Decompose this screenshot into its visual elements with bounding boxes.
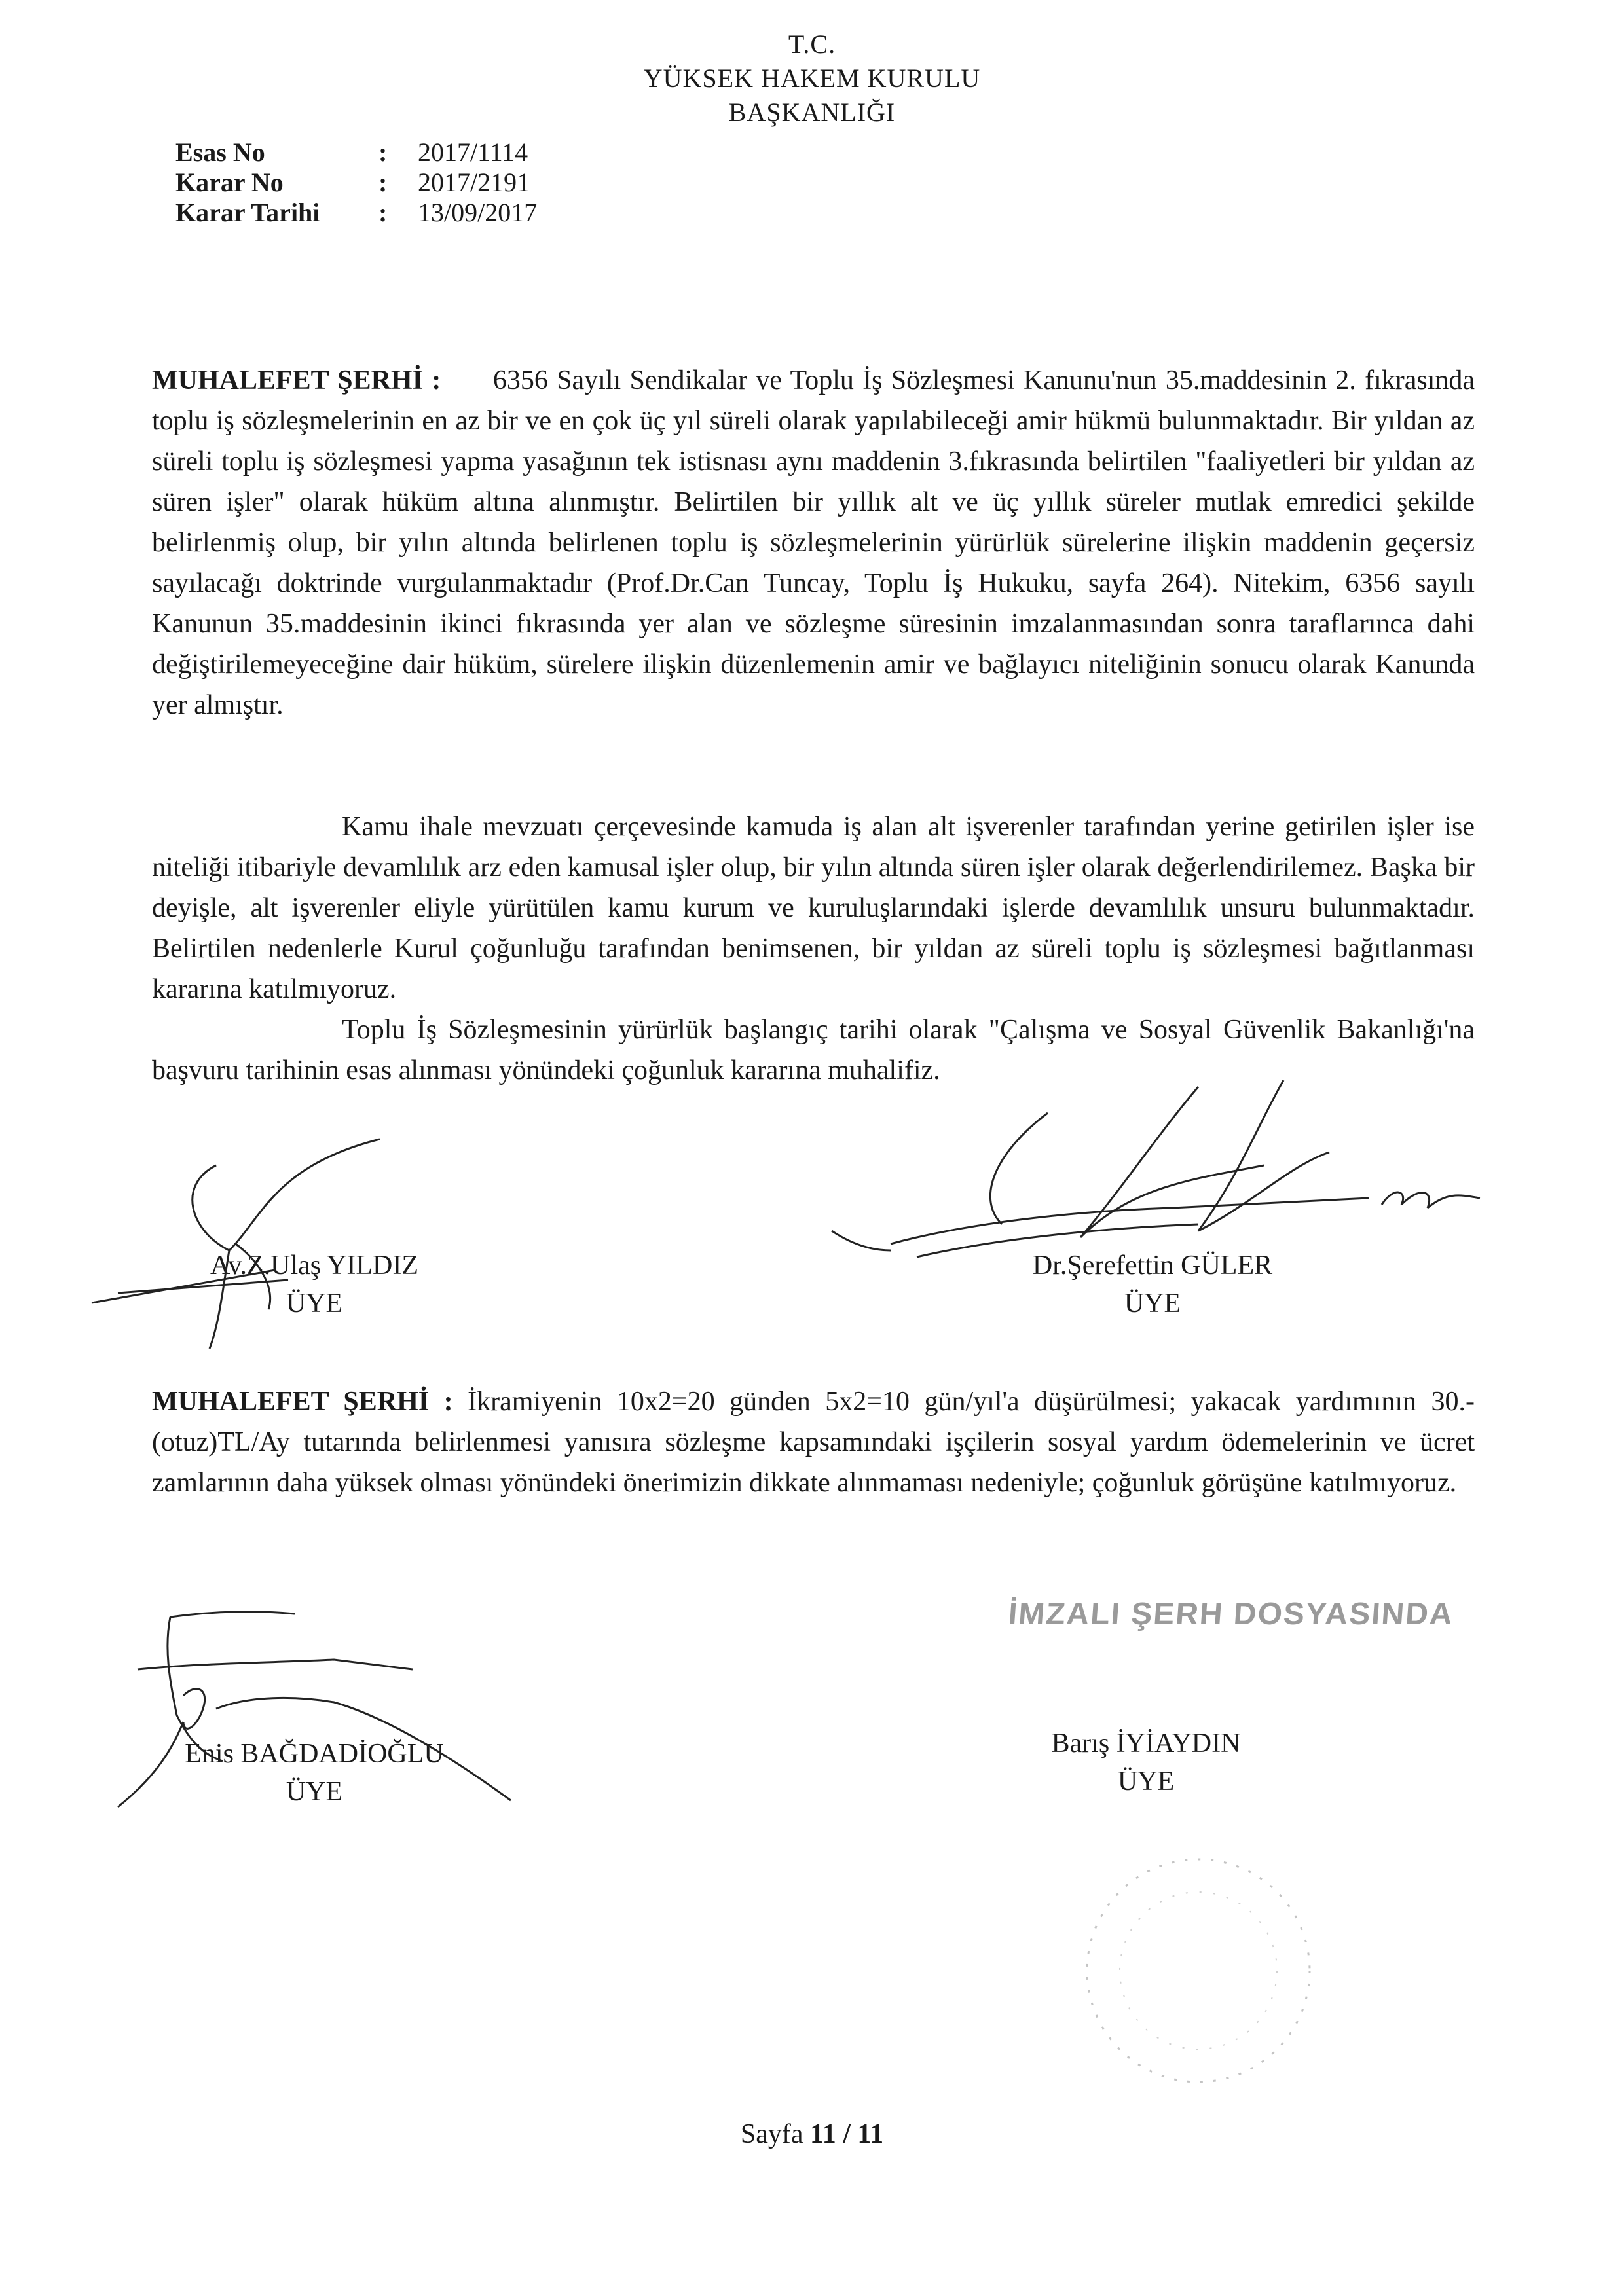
signer-role: ÜYE: [1117, 1766, 1175, 1796]
signer-role: ÜYE: [286, 1777, 343, 1807]
dissent2-paragraph: [152, 1381, 1475, 1503]
dissent1-paragraph3: Toplu İş Sözleşmesinin yürürlük başlangıç tarihi olarak "Çalışma ve Sosyal Güvenlik Bakanlığı'na başvuru tarihinin esas alınması yönündeki çoğunluk kararına muhalifiz.: [152, 1015, 1475, 1085]
signature-mark-guler: [832, 1074, 1506, 1322]
decision-date-row: [175, 198, 537, 228]
case-number-row: [175, 137, 537, 168]
header-presidency: BAŞKANLIĞI: [728, 98, 896, 127]
signer-role: ÜYE: [1124, 1288, 1181, 1319]
faint-seal: [1061, 1846, 1336, 2095]
meta-colon: :: [378, 198, 388, 227]
meta-value: 2017/1114: [418, 137, 528, 167]
signer-name: Barış İYİAYDIN: [1051, 1728, 1241, 1758]
signer-name: Enis BAĞDADİOĞLU: [185, 1739, 444, 1769]
meta-colon: :: [378, 168, 388, 197]
meta-label: Karar Tarihi: [175, 198, 320, 227]
decision-number-row: [175, 168, 537, 198]
meta-colon: :: [378, 137, 388, 167]
signature-mark-bagdadioglu: [98, 1597, 524, 1807]
signed-file-stamp: İMZALI ŞERH DOSYASINDA: [1007, 1597, 1455, 1631]
dissent1-heading: MUHALEFET ŞERHİ :: [152, 365, 441, 395]
header-tc: T.C.: [788, 29, 836, 59]
meta-value: 2017/2191: [418, 168, 530, 197]
signature-mark-yildiz: [79, 1139, 445, 1362]
meta-label: Esas No: [175, 137, 265, 167]
dissent1-text1: 6356 Sayılı Sendikalar ve Toplu İş Sözleşmesi Kanunu'nun 35.maddesinin 2. fıkrasında toplu iş sözleşmelerinin en az bir ve en çok üç yıl süreli olarak yapılabileceği amir hükmü bulunmaktadır. Bir yıldan az süreli toplu iş sözleşmesi yapma yasağının tek istisnası aynı maddenin 3.fıkrasında belirtilen "faaliyetleri bir yıldan az süren işler" olarak hüküm altına alınmıştır. Belirtilen bir yıllık alt ve üç yıllık süreler mutlak emredici şekilde belirlenmiş olup, bir yılın altında belirlenen toplu iş sözleşmelerinin yürürlük sürelerine ilişkin maddenin geçersiz sayılacağı doktrinde vurgulanmaktadır (Prof.Dr.Can Tuncay, Toplu İş Hukuku, sayfa 264). Nitekim, 6356 sayılı Kanunun 35.maddesinin ikinci fıkrasında yer alan ve sözleşme süresinin imzalanmasından sonra taraflarınca dahi değiştirilemeyeceğine dair hüküm, sürelere ilişkin düzenlemenin amir ve bağlayıcı niteliğinin sonucu olarak Kanunda yer almıştır.: [152, 365, 1475, 720]
dissent1-paragraph2: Kamu ihale mevzuatı çerçevesinde kamuda iş alan alt işverenler tarafından yerine getirilen işler ise niteliği itibariyle devamlılık arz eden kamusal işler olup, bir yılın altında süren işler olarak değerlendirilemez. Başka bir deyişle, alt işverenler eliyle yürütülen kamu kurum ve kuruluşlarındaki işlerde devamlılık unsuru bulunmaktadır. Belirtilen nedenlerle Kurul çoğunluğu tarafından benimsenen, bir yıldan az süreli toplu iş sözleşmesi bağıtlanması kararına katılmıyoruz.: [152, 812, 1475, 1004]
dissent2-text: İkramiyenin 10x2=20 günden 5x2=10 gün/yıl'a düşürülmesi; yakacak yardımının 30.-(otuz)TL/Ay tutarında belirlenmesi yanısıra sözleşme kapsamındaki işçilerin sosyal yardım ödemelerinin ve ücret zamlarının daha yüksek olması yönündeki önerimizin dikkate alınmaması nedeniyle; çoğunluk görüşüne katılmıyoruz.: [152, 1387, 1475, 1498]
dissent1-paragraph1: [152, 360, 1475, 725]
page-label: Sayfa: [740, 2119, 803, 2149]
dissent2-heading: MUHALEFET ŞERHİ :: [152, 1387, 453, 1417]
signer-name: Av.Z.Ulaş YILDIZ: [210, 1250, 418, 1281]
signature-block-iyiaydin: [982, 1724, 1310, 1800]
page-footer: [0, 2119, 1624, 2150]
page-number: 11 / 11: [810, 2119, 884, 2149]
meta-label: Karar No: [175, 168, 284, 197]
signer-name: Dr.Şerefettin GÜLER: [1032, 1250, 1273, 1281]
header-institution: YÜKSEK HAKEM KURULU: [643, 64, 981, 93]
meta-value: 13/09/2017: [418, 198, 538, 227]
signer-role: ÜYE: [286, 1288, 343, 1319]
case-metadata: [175, 137, 537, 228]
